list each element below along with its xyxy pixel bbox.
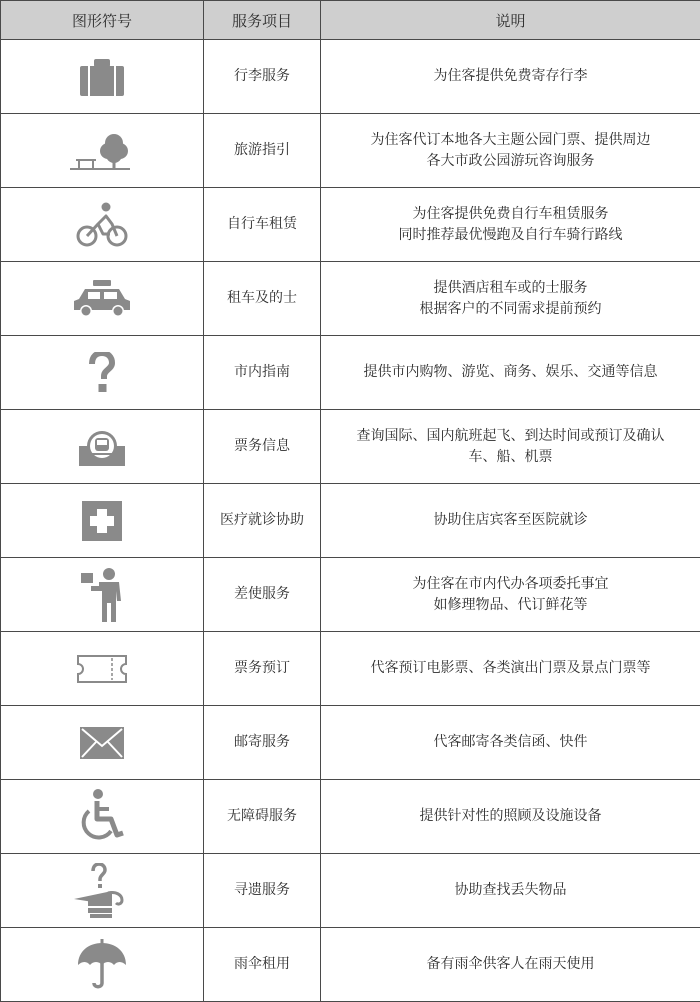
- service-name: 无障碍服务: [204, 780, 321, 854]
- medical-cross-icon: [81, 500, 123, 542]
- table-row: [1, 632, 700, 706]
- service-description: 提供市内购物、游览、商务、娱乐、交通等信息: [321, 336, 700, 410]
- umbrella-icon: [76, 939, 128, 991]
- service-description: 代客预订电影票、各类演出门票及景点门票等: [321, 632, 700, 706]
- service-description: 为住客提供免费自行车租赁服务 同时推荐最优慢跑及自行车骑行路线: [321, 188, 700, 262]
- table-row: [1, 188, 700, 262]
- table-row: [1, 780, 700, 854]
- question-mark-icon: [87, 352, 117, 394]
- service-description: 提供酒店租车或的士服务 根据客户的不同需求提前预约: [321, 262, 700, 336]
- header-service: 服务项目: [204, 1, 321, 40]
- park-tree-bench-icon: [70, 131, 134, 171]
- service-description: 代客邮寄各类信函、快件: [321, 706, 700, 780]
- service-name: 旅游指引: [204, 114, 321, 188]
- service-name: 医疗就诊协助: [204, 484, 321, 558]
- table-row: [1, 928, 700, 1002]
- service-name: 行李服务: [204, 40, 321, 114]
- table-row: [1, 114, 700, 188]
- cyclist-icon: [76, 202, 128, 248]
- service-description: 协助查找丢失物品: [321, 854, 700, 928]
- service-description: 为住客提供免费寄存行李: [321, 40, 700, 114]
- ticket-icon: [76, 654, 128, 684]
- table-row: [1, 336, 700, 410]
- train-ticket-icon: [77, 426, 127, 468]
- table-row: [1, 484, 700, 558]
- service-description: 为住客代订本地各大主题公园门票、提供周边 各大市政公园游玩咨询服务: [321, 114, 700, 188]
- table-row: [1, 40, 700, 114]
- service-name: 邮寄服务: [204, 706, 321, 780]
- table-header-row: [1, 1, 700, 40]
- table-row: [1, 262, 700, 336]
- taxi-icon: [71, 279, 133, 319]
- header-description: 说明: [321, 1, 700, 40]
- wheelchair-icon: [77, 789, 127, 845]
- service-name: 市内指南: [204, 336, 321, 410]
- table-row: [1, 854, 700, 928]
- envelope-icon: [79, 726, 125, 760]
- courier-person-icon: [79, 567, 125, 623]
- lost-item-umbrella-icon: [72, 863, 132, 919]
- service-description: 查询国际、国内航班起飞、到达时间或预订及确认 车、船、机票: [321, 410, 700, 484]
- service-name: 差使服务: [204, 558, 321, 632]
- table-row: [1, 558, 700, 632]
- service-description: 为住客在市内代办各项委托事宜 如修理物品、代订鲜花等: [321, 558, 700, 632]
- table-row: [1, 706, 700, 780]
- service-name: 租车及的士: [204, 262, 321, 336]
- luggage-icon: [77, 57, 127, 97]
- service-description: 协助住店宾客至医院就诊: [321, 484, 700, 558]
- service-name: 寻遗服务: [204, 854, 321, 928]
- service-description: 提供针对性的照顾及设施设备: [321, 780, 700, 854]
- service-name: 自行车租赁: [204, 188, 321, 262]
- service-name: 雨伞租用: [204, 928, 321, 1002]
- service-description: 备有雨伞供客人在雨天使用: [321, 928, 700, 1002]
- table-row: [1, 410, 700, 484]
- service-name: 票务预订: [204, 632, 321, 706]
- service-name: 票务信息: [204, 410, 321, 484]
- header-symbol: 图形符号: [1, 1, 204, 40]
